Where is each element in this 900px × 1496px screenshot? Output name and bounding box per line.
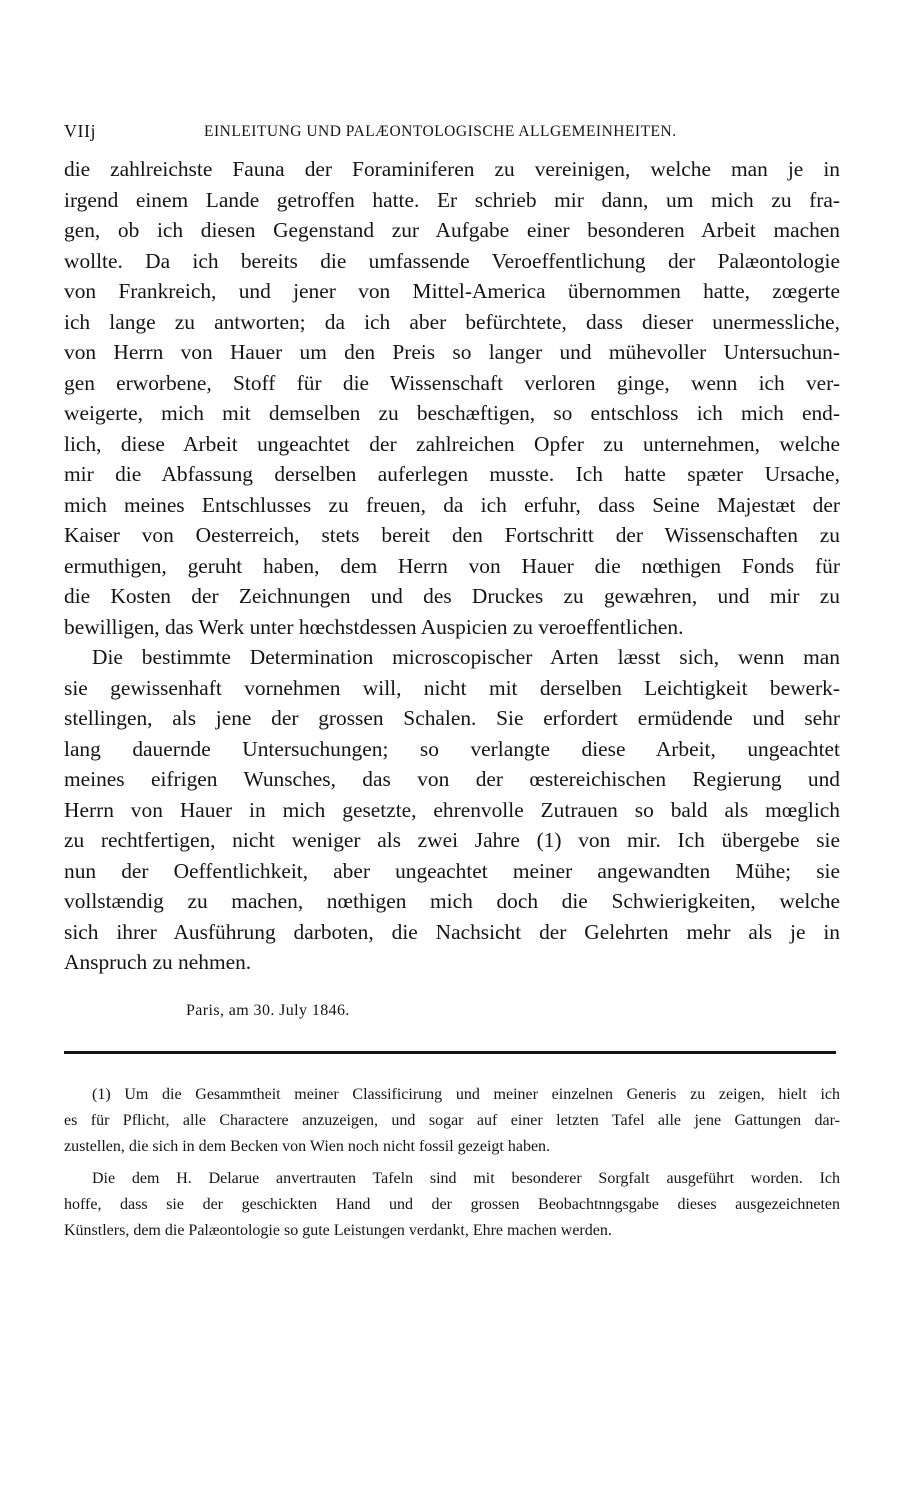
dateline: Paris, am 30. July 1846.	[186, 1002, 350, 1019]
footnote-1	[64, 1082, 840, 1160]
text-line: Anspruch zu nehmen.	[64, 950, 252, 974]
text-line: sie gewissenhaft vornehmen will, nicht mit derselben Leichtigkeit bewerk-	[64, 675, 840, 700]
page-number: VIIj	[64, 121, 96, 141]
text-line: zu rechtfertigen, nicht weniger als zwei Jahre (1) von mir. Ich übergebe sie	[64, 828, 840, 852]
main-text	[64, 154, 840, 978]
text-line: sich ihrer Ausführung darboten, die Nachsicht der Gelehrten mehr als je in	[64, 919, 840, 944]
paragraph-2	[64, 642, 840, 978]
text-line: Die bestimmte Determination microscopischer Arten læsst sich, wenn man	[92, 645, 840, 669]
text-line: gen, ob ich diesen Gegenstand zur Aufgabe einer besonderen Arbeit machen	[64, 218, 840, 242]
text-line: ich lange zu antworten; da ich aber befürchtete, dass dieser unermessliche,	[64, 309, 840, 334]
footnote-line: Künstlers, dem die Palæontologie so gute Leistungen verdankt, Ehre machen werden.	[64, 1222, 612, 1239]
footnote-divider	[64, 1051, 836, 1054]
text-line: die Kosten der Zeichnungen und des Druckes zu gewæhren, und mir zu	[64, 584, 840, 608]
text-line: weigerte, mich mit demselben zu beschæftigen, so entschloss ich mich end-	[64, 401, 840, 425]
running-title: EINLEITUNG UND PALÆONTOLOGISCHE ALLGEMEINHEITEN.	[204, 123, 677, 140]
text-line: ermuthigen, geruht haben, dem Herrn von Hauer die nœthigen Fonds für	[64, 553, 840, 578]
footnote-line: Die dem H. Delarue anvertrauten Tafeln sind mit besonderer Sorgfalt ausgeführt worden. Ich	[92, 1170, 840, 1187]
footnote-line: hoffe, dass sie der geschickten Hand und der grossen Beobachtnngsgabe dieses ausgezeichneten	[64, 1196, 840, 1213]
text-line: meines eifrigen Wunsches, das von der œstereichischen Regierung und	[64, 767, 840, 791]
text-line: bewilligen, das Werk unter hœchstdessen Auspicien zu veroeffentlichen.	[64, 614, 684, 639]
text-line: Herrn von Hauer in mich gesetzte, ehrenvolle Zutrauen so bald als mœglich	[64, 797, 840, 822]
footnotes	[64, 1082, 840, 1244]
text-line: die zahlreichste Fauna der Foraminiferen zu vereinigen, welche man je in	[64, 157, 840, 181]
text-line: wollte. Da ich bereits die umfassende Veroeffentlichung der Palæontologie	[64, 248, 840, 273]
text-line: stellingen, als jene der grossen Schalen. Sie erfordert ermüdende und sehr	[64, 706, 840, 730]
text-line: mich meines Entschlusses zu freuen, da ich erfuhr, dass Seine Majestæt der	[64, 492, 840, 517]
text-line: vollstændig zu machen, nœthigen mich doch die Schwierigkeiten, welche	[64, 889, 840, 913]
text-line: lich, diese Arbeit ungeachtet der zahlreichen Opfer zu unternehmen, welche	[64, 431, 840, 456]
text-line: irgend einem Lande getroffen hatte. Er schrieb mir dann, um mich zu fra-	[64, 187, 840, 212]
text-line: mir die Abfassung derselben auferlegen musste. Ich hatte spæter Ursache,	[64, 462, 840, 486]
footnote-2	[64, 1166, 840, 1244]
footnote-line: (1) Um die Gesammtheit meiner Classificirung und meiner einzelnen Generis zu zeigen, hielt ich	[92, 1086, 840, 1103]
footnote-line: es für Pflicht, alle Charactere anzuzeigen, und sogar auf einer letzten Tafel alle jene Gattungen dar-	[64, 1112, 840, 1129]
text-line: lang dauernde Untersuchungen; so verlangte diese Arbeit, ungeachtet	[64, 736, 840, 761]
paragraph-1	[64, 154, 840, 642]
text-line: von Frankreich, und jener von Mittel-America übernommen hatte, zœgerte	[64, 279, 840, 303]
footnote-line: zustellen, die sich in dem Becken von Wien noch nicht fossil gezeigt haben.	[64, 1138, 551, 1155]
text-line: von Herrn von Hauer um den Preis so langer und mühevoller Untersuchun-	[64, 340, 840, 364]
running-header	[64, 121, 840, 147]
text-line: gen erworbene, Stoff für die Wissenschaft verloren ginge, wenn ich ver-	[64, 370, 840, 395]
text-line: Kaiser von Oesterreich, stets bereit den Fortschritt der Wissenschaften zu	[64, 523, 840, 547]
text-line: nun der Oeffentlichkeit, aber ungeachtet meiner angewandten Mühe; sie	[64, 858, 840, 883]
